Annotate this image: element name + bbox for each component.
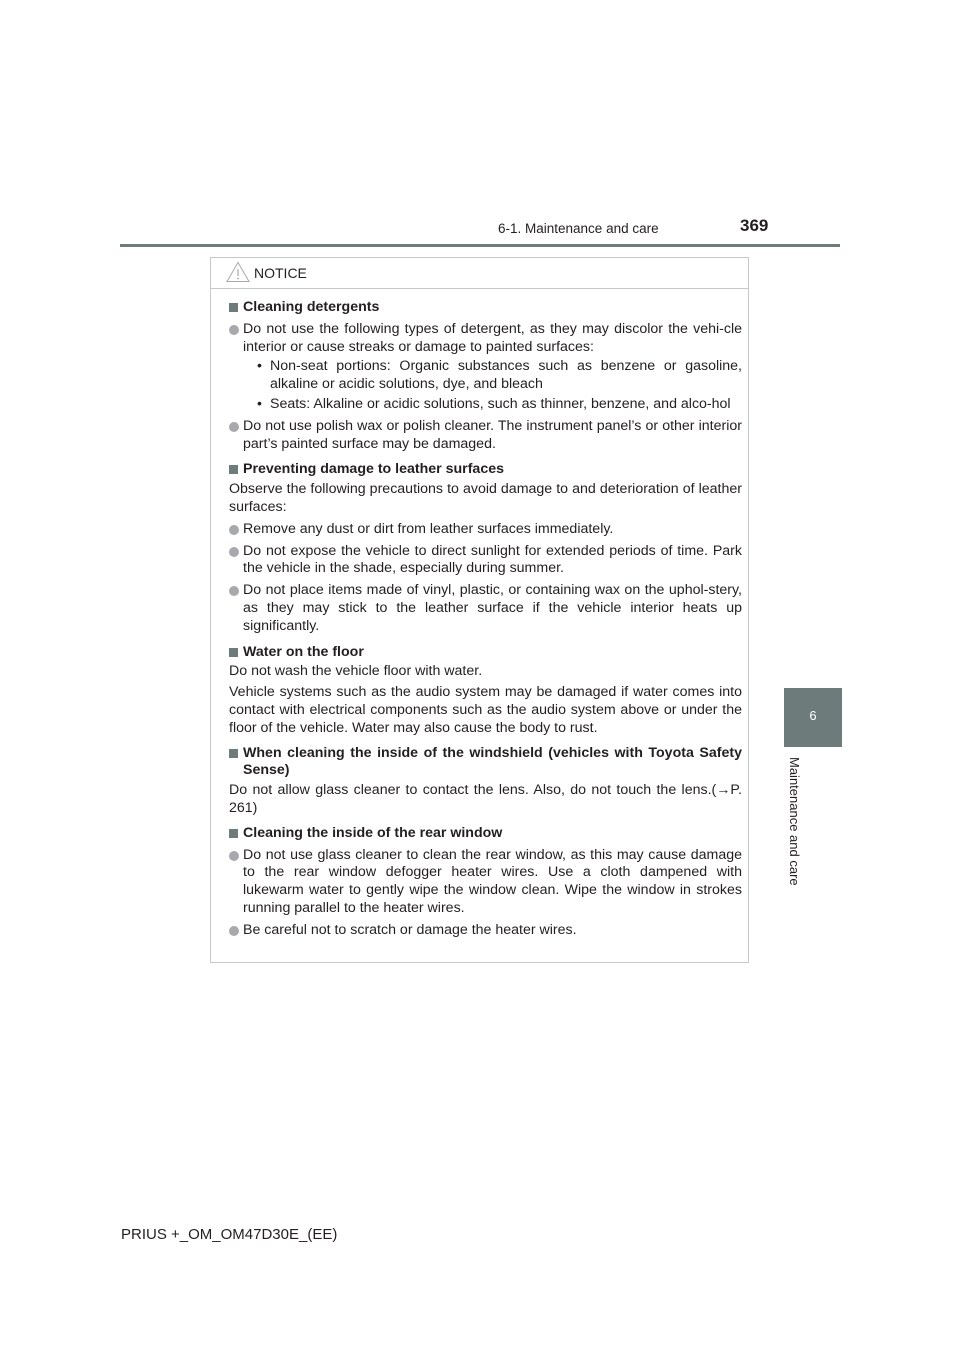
sub-bullet-text: Seats: Alkaline or acidic solutions, such as thinner, benzene, and alco-hol [270,395,731,412]
circle-bullet-icon [229,926,239,936]
section-heading [229,299,742,317]
notice-section [229,825,742,948]
bullet-text: Do not use glass cleaner to clean the rear window, as this may cause damage to the rear window defogger heater wires. Use a cloth dampened with lukewarm water to gently wipe the window clean. Wipe the window in strokes running parallel to the heater wires. [243,846,742,916]
paragraph: Do not allow glass cleaner to contact the lens. Also, do not touch the lens.(→P. 261) [229,782,742,816]
circle-bullet-icon [229,325,239,335]
square-bullet-icon [229,303,238,312]
notice-section [229,644,742,745]
chapter-label: Maintenance and care [787,757,802,886]
section-heading-text: Cleaning the inside of the rear window [243,824,503,841]
bullet-item [229,543,742,579]
bullet-item [229,521,742,539]
page-number: 369 [740,216,769,235]
sub-bullet-item [243,358,742,394]
notice-header [211,258,748,289]
section-spacer [229,944,742,948]
bullet-text: Remove any dust or dirt from leather surfaces immediately. [243,520,614,537]
circle-bullet-icon [229,547,239,557]
section-title: 6-1. Maintenance and care [498,221,659,236]
section-heading-text: When cleaning the inside of the windshield (vehicles with Toyota Safety Sense) [243,744,742,779]
notice-section [229,299,742,461]
section-heading-text: Water on the floor [243,643,364,660]
chapter-tab[interactable] [784,688,842,747]
bullet-text: Be careful not to scratch or damage the heater wires. [243,921,577,938]
document-code: PRIUS +_OM_OM47D30E_(EE) [121,1226,338,1243]
section-heading [229,644,742,662]
section-heading-text: Cleaning detergents [243,299,380,315]
notice-title: NOTICE [254,265,307,281]
square-bullet-icon [229,465,238,474]
bullet-text: Do not use the following types of detergent, as they may discolor the vehi-cle interior or cause streaks or damage to painted surfaces: [243,320,742,355]
circle-bullet-icon [229,851,239,861]
bullet-text: Do not expose the vehicle to direct sunlight for extended periods of time. Park the vehicle in the shade, especially during summer. [243,542,742,577]
header-divider [120,244,840,247]
section-heading-text: Preventing damage to leather surfaces [243,461,504,478]
paragraph: Do not wash the vehicle floor with water. [229,663,483,680]
paragraph: Observe the following precautions to avoid damage to and deterioration of leather surfaces: [229,481,742,515]
section-heading [229,825,742,843]
dot-marker-icon: • [257,395,262,412]
dot-marker-icon: • [257,358,262,375]
bullet-item [229,582,742,635]
bullet-item [229,922,742,940]
bullet-text: Do not use polish wax or polish cleaner. The instrument panel’s or other interior part’s painted surface may be damaged. [243,417,742,452]
bullet-item [229,847,742,918]
circle-bullet-icon [229,525,239,535]
bullet-text: Do not place items made of vinyl, plastic, or containing wax on the uphol-stery, as they may stick to the leather surface if the vehicle interior heats up significantly. [243,582,742,634]
warning-triangle-icon [226,261,250,283]
sub-bullet-item [243,396,742,414]
section-heading [229,461,742,479]
notice-section [229,745,742,825]
section-heading [229,745,742,781]
square-bullet-icon [229,648,238,657]
circle-bullet-icon [229,422,239,432]
square-bullet-icon [229,749,238,758]
circle-bullet-icon [229,586,239,596]
paragraph: Vehicle systems such as the audio system may be damaged if water comes into contact with electrical components such as the audio system above or under the floor of the vehicle. Water may also cause the body to rust. [229,684,742,736]
notice-section [229,461,742,643]
notice-box [210,257,749,963]
sub-bullet-text: Non-seat portions: Organic substances such as benzene or gasoline, alkaline or acidic solutions, dye, and bleach [270,358,742,393]
bullet-item [229,321,742,414]
chapter-number: 6 [809,708,817,723]
square-bullet-icon [229,829,238,838]
notice-body [211,289,748,948]
bullet-item [229,418,742,454]
